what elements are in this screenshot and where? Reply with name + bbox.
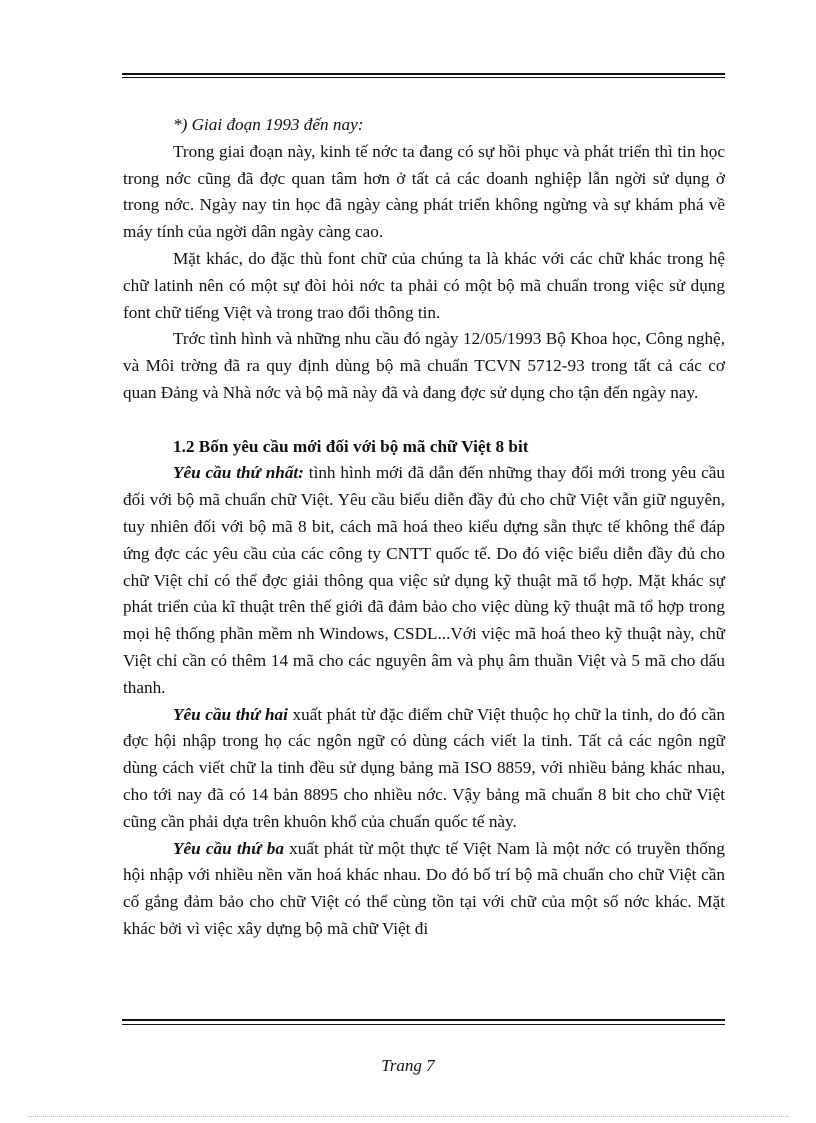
requirement-paragraph-3 xyxy=(123,836,725,943)
paragraph-font-specifics: Mặt khác, do đặc thù font chữ của chúng ta là khác với các chữ khác trong hệ chữ latinh nên có một sự đòi hỏi nớc ta phải có một bộ mã chuẩn trong việc sử dụng font chữ tiếng Việt và trong trao đổi thông tin. xyxy=(123,248,725,322)
paragraph-tcvn-standard: Trớc tình hình và những nhu cầu đó ngày 12/05/1993 Bộ Khoa học, Công nghệ, và Môi trờng đã ra quy định dùng bộ mã chuẩn TCVN 5712-93 trong tất cả các cơ quan Đảng và Nhà nớc và bộ mã này đã và đang đợc sử dụng cho tận đến ngày nay. xyxy=(123,329,725,402)
page-edge-dotted-line xyxy=(28,1116,788,1117)
requirement-lead-1: Yêu cầu thứ nhất: xyxy=(173,463,304,483)
spacer xyxy=(123,407,725,434)
paragraph-recovery: Trong giai đoạn này, kinh tế nớc ta đang có sự hồi phục và phát triển thì tin học trong nớc cũng đã đợc quan tâm hơn ở tất cả các doanh nghiệp lẫn ngời sử dụng ở trong nớc. Ngày nay tin học đã ngày càng phát triển không ngừng và sự khám phá về máy tính của ngời dân ngày càng cao. xyxy=(123,141,725,242)
page-number: Trang 7 xyxy=(381,1056,435,1075)
section-intro: *) Giai đoạn 1993 đến nay: xyxy=(173,115,364,134)
requirement-text-1: tình hình mới đã dẫn đến những thay đổi mới trong yêu cầu đối với bộ mã chuẩn chữ Việt. Yêu cầu biểu diễn đầy đủ cho chữ Việt vẫn giữ nguyên, tuy nhiên đối với bộ mã 8 bit, cách mã hoá theo kiểu dựng sẵn thực tế không thể đáp ứng đợc các yêu cầu của các công ty CNTT quốc tế. Do đó việc biểu diễn đầy đủ cho chữ Việt chỉ có thể đợc giải thông qua việc sử dụng kỹ thuật mã tổ hợp. Mặt khác sự phát triển của kĩ thuật trên thế giới đã đảm bảo cho việc dùng kỹ thuật mã tổ hợp trong mọi hệ thống phần mềm nh Windows, CSDL...Với việc mã hoá theo kỹ thuật này, chữ Việt chỉ cần có thêm 14 mã cho các nguyên âm và phụ âm thuần Việt và 5 mã cho dấu thanh. xyxy=(123,463,726,697)
header-rule-thin xyxy=(122,77,725,78)
header-rule-thick xyxy=(122,73,725,75)
requirement-text-2: xuất phát từ đặc điểm chữ Việt thuộc họ chữ la tinh, do đó cần đợc hội nhập trong họ các ngôn ngữ có dùng cách viết la tinh. Tất cả các ngôn ngữ dùng cách viết chữ la tinh đều sử dụng bảng mã ISO 8859, với nhiều bảng khác nhau, cho tới nay đã có 14 bản 8895 cho nhiều nớc. Vậy bảng mã chuẩn 8 bit cho chữ Việt cũng cần phải dựa trên khuôn khổ của chuẩn quốc tế này. xyxy=(123,704,726,831)
footer-rule-thin xyxy=(122,1024,725,1025)
requirement-lead-2: Yêu cầu thứ hai xyxy=(173,704,288,724)
requirement-paragraph-2 xyxy=(123,702,725,836)
section-heading: 1.2 Bốn yêu cầu mới đối với bộ mã chữ Việt 8 bit xyxy=(173,436,529,456)
requirement-lead-3: Yêu cầu thứ ba xyxy=(173,838,284,858)
requirement-text-3: xuất phát từ một thực tế Việt Nam là một nớc có truyền thống hội nhập với nhiều nền văn hoá khác nhau. Do đó bố trí bộ mã chuẩn cho chữ Việt cần cố gắng đảm bảo cho chữ Việt có thể cùng tồn tại với chữ của một số nớc khác. Mặt khác bởi vì việc xây dựng bộ mã chữ Việt đi xyxy=(123,838,725,938)
page-body xyxy=(123,112,725,943)
footer-rule-thick xyxy=(122,1019,725,1021)
requirement-paragraph-1 xyxy=(123,460,725,701)
